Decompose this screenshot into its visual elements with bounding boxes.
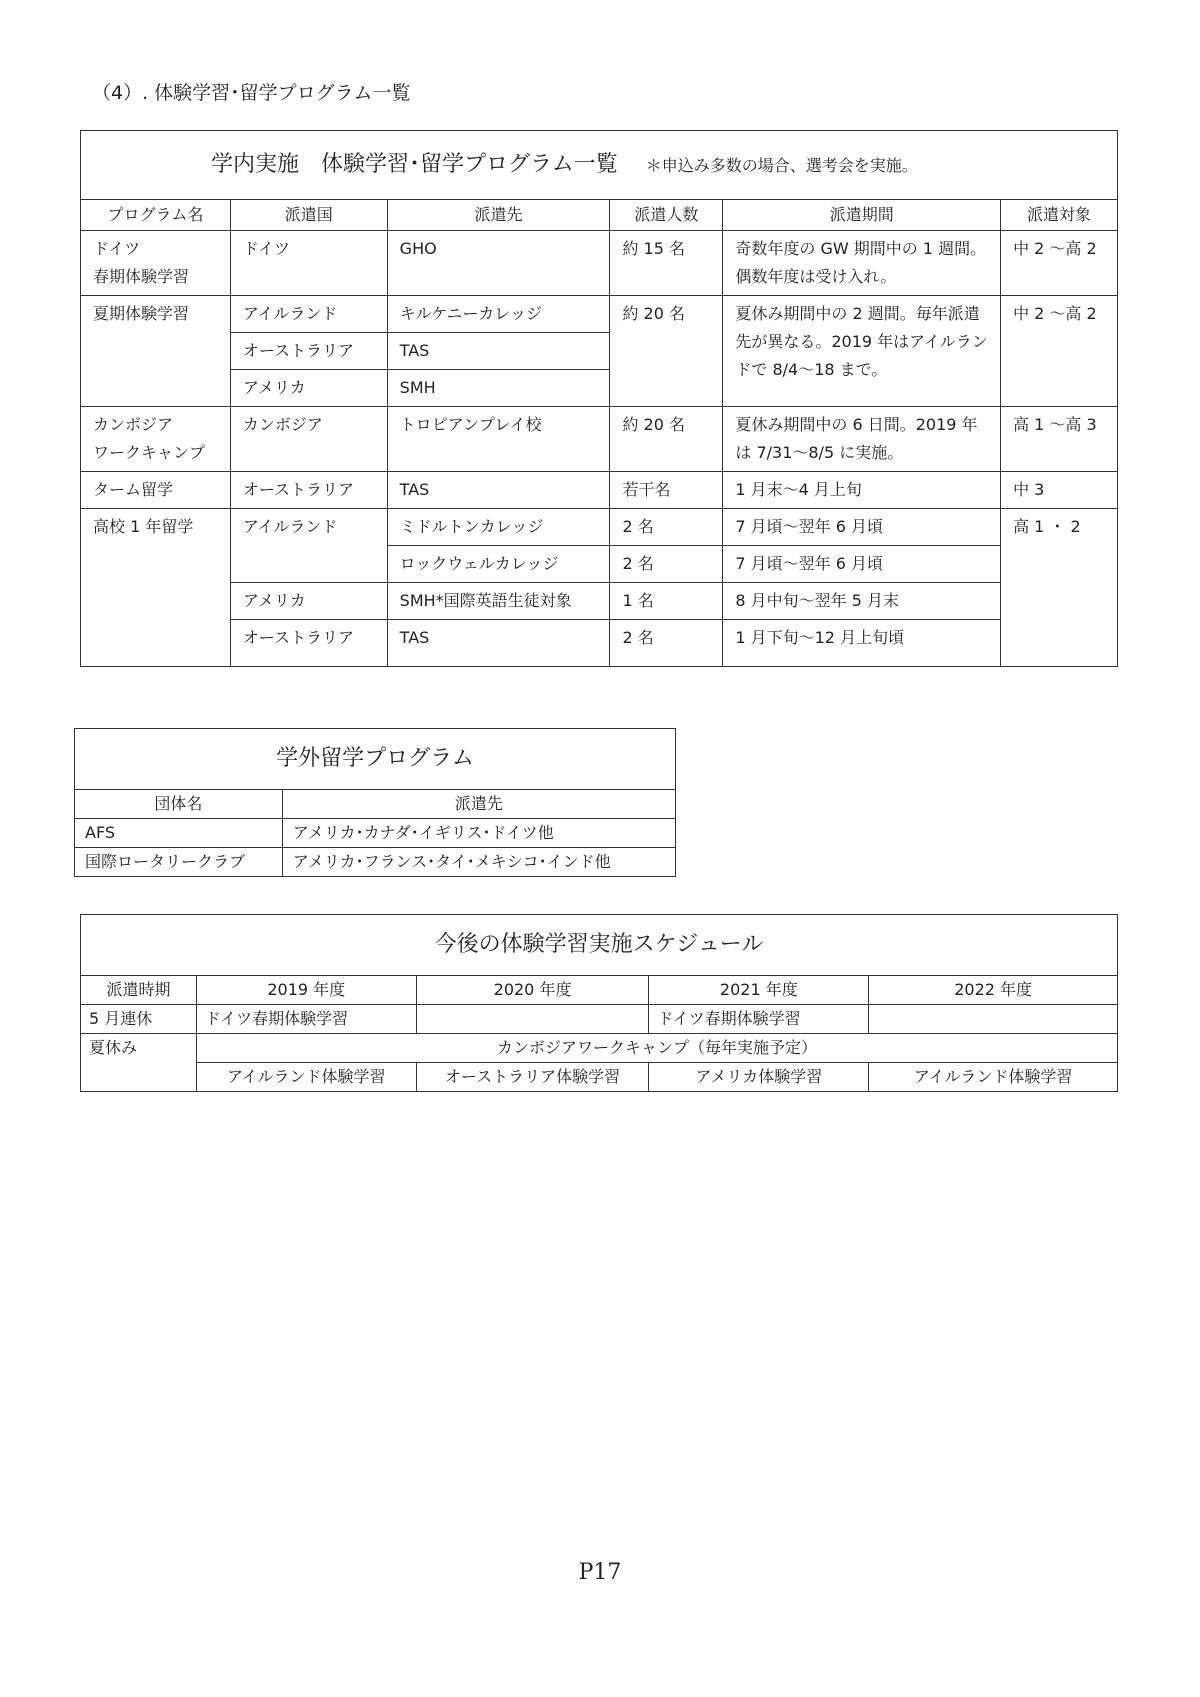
table-row: オーストラリア TAS 2 名 1 月下旬〜12 月上旬頃 — [81, 620, 1118, 667]
table-title: 今後の体験学習実施スケジュール — [81, 915, 1118, 976]
table-row: ドイツ 春期体験学習 ドイツ GHO 約 15 名 奇数年度の GW 期間中の 1 週間。偶数年度は受け入れ。 中 2 〜高 2 — [81, 231, 1118, 296]
table-row: アメリカ SMH*国際英語生徒対象 1 名 8 月中旬〜翌年 5 月末 — [81, 583, 1118, 620]
table-title: 学外留学プログラム — [75, 729, 676, 790]
table-row: アイルランド体験学習 オーストラリア体験学習 アメリカ体験学習 アイルランド体験学習 — [81, 1063, 1118, 1092]
table-row: 夏休み カンボジアワークキャンプ（毎年実施予定） — [81, 1034, 1118, 1063]
internal-program-table — [80, 130, 1118, 667]
table-row: ロックウェルカレッジ 2 名 7 月頃〜翌年 6 月頃 — [81, 546, 1118, 583]
external-program-table — [74, 728, 676, 877]
table-header-row: プログラム名 派遣国 派遣先 派遣人数 派遣期間 派遣対象 — [81, 200, 1118, 231]
table-header-row: 団体名 派遣先 — [75, 790, 676, 819]
table-row: 5 月連休 ドイツ春期体験学習 ドイツ春期体験学習 — [81, 1005, 1118, 1034]
section-heading: （4）. 体験学習･留学プログラム一覧 — [92, 82, 411, 104]
table-row: アメリカ SMH — [81, 370, 1118, 407]
table-header-row: 派遣時期 2019 年度 2020 年度 2021 年度 2022 年度 — [81, 976, 1118, 1005]
table-row: AFS アメリカ･カナダ･イギリス･ドイツ他 — [75, 819, 676, 848]
table-row: 夏期体験学習 アイルランド キルケニーカレッジ 約 20 名 夏休み期間中の 2 週間。毎年派遣先が異なる。2019 年はアイルランドで 8/4〜18 まで。 中 2 〜高 2 — [81, 296, 1118, 333]
table-title: 学内実施 体験学習･留学プログラム一覧 ＊申込み多数の場合、選考会を実施。 — [81, 131, 1118, 200]
table-row: 国際ロータリークラブ アメリカ･フランス･タイ･メキシコ･インド他 — [75, 848, 676, 877]
table-row: ターム留学 オーストラリア TAS 若干名 1 月末〜4 月上旬 中 3 — [81, 472, 1118, 509]
page-number: P17 — [578, 1560, 622, 1585]
schedule-table — [80, 914, 1118, 1092]
table-row: オーストラリア TAS — [81, 333, 1118, 370]
table-row: カンボジア ワークキャンプ カンボジア トロピアンプレイ校 約 20 名 夏休み期間中の 6 日間。2019 年は 7/31〜8/5 に実施。 高 1 〜高 3 — [81, 407, 1118, 472]
table-row: 高校 1 年留学 アイルランド ミドルトンカレッジ 2 名 7 月頃〜翌年 6 月頃 高 1 ・ 2 — [81, 509, 1118, 546]
selection-note: ＊申込み多数の場合、選考会を実施。 — [645, 155, 918, 175]
